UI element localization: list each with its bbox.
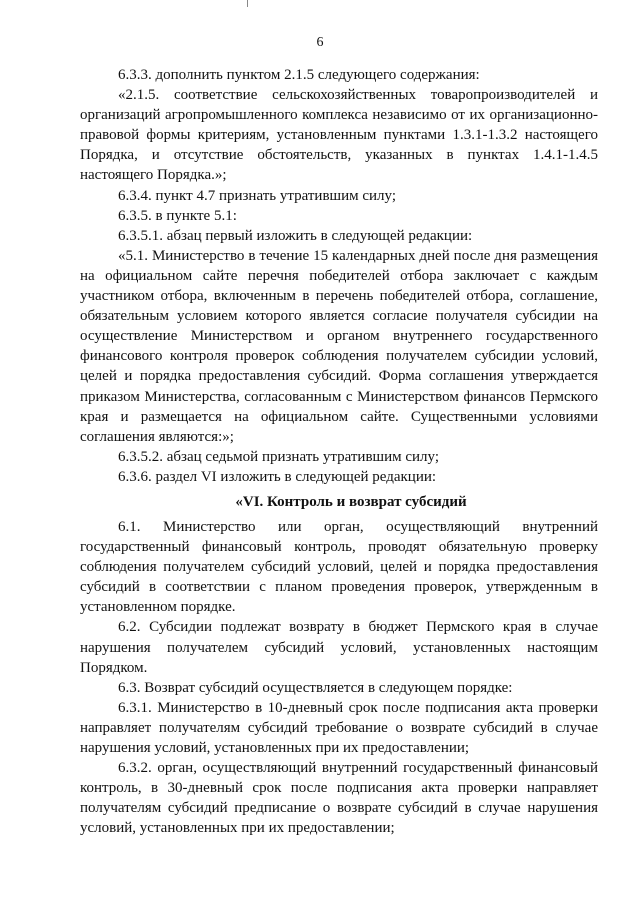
- paragraph: 6.3.5.2. абзац седьмой признать утратившим силу;: [118, 448, 439, 465]
- paragraph: 6.3.4. пункт 4.7 признать утратившим силу;: [118, 187, 397, 204]
- paragraph: 6.3.5. в пункте 5.1:: [118, 207, 237, 224]
- document-body: [80, 65, 598, 838]
- paragraph: 6.3.5.1. абзац первый изложить в следующей редакции:: [118, 227, 473, 244]
- section-paragraph: 6.3.1. Министерство в 10-дневный срок после подписания акта проверки направляет получателям субсидий требование о возврате субсидий в случае нарушения условий, установленных при их предоставлении;: [80, 699, 598, 756]
- scan-mark: [247, 0, 248, 7]
- paragraph: 6.3.3. дополнить пунктом 2.1.5 следующего содержания:: [118, 67, 480, 83]
- paragraph: 6.3.6. раздел VI изложить в следующей редакции:: [118, 468, 437, 485]
- paragraph: «2.1.5. соответствие сельскохозяйственных товаропроизводителей и организаций агропромышленного комплекса независимо от их организационно-правовой формы критериям, установленным пунктами 1.3.1-1.3.2 настоящего Порядка, и отсутствие обстоятельств, указанных в пунктах 1.4.1-1.4.5 настоящего Порядка.»;: [80, 87, 598, 184]
- section-paragraph: 6.3. Возврат субсидий осуществляется в следующем порядке:: [118, 679, 513, 696]
- paragraph: «5.1. Министерство в течение 15 календарных дней после дня размещения на официальном сайте перечня победителей отбора заключает с каждым участником отбора, включенным в перечень победителей отбора, соглашение, обязательным условием которого является согласие получателя субсидии на осуществление Министерством и органом внутреннего государственного финансового контроля проверок соблюдения получателем субсидии условий, целей и порядка предоставления субсидий. Форма соглашения утверждается приказом Министерства, согласованным с Министерством финансов Пермского края и размещается на официальном сайте. Существенными условиями соглашения являются:»;: [80, 247, 598, 445]
- section-paragraph: 6.3.2. орган, осуществляющий внутренний государственный финансовый контроль, в 30-дневный срок после подписания акта проверки направляет получателям субсидий предписание о возврате субсидий в случае нарушения условий, установленных при их предоставлении;: [80, 760, 598, 837]
- section-paragraph: 6.2. Субсидии подлежат возврату в бюджет Пермского края в случае нарушения получателем субсидий условий, установленных настоящим Порядком.: [80, 619, 598, 676]
- section-heading: «VI. Контроль и возврат субсидий: [235, 493, 467, 510]
- page-number: 6: [316, 35, 324, 50]
- section-paragraph: 6.1. Министерство или орган, осуществляющий внутренний государственный финансовый контроль, проводят обязательную проверку соблюдения получателем субсидий условий, целей и порядка предоставления субсидий в соответствии с планом проведения проверок, утвержденным в установленном порядке.: [80, 518, 598, 616]
